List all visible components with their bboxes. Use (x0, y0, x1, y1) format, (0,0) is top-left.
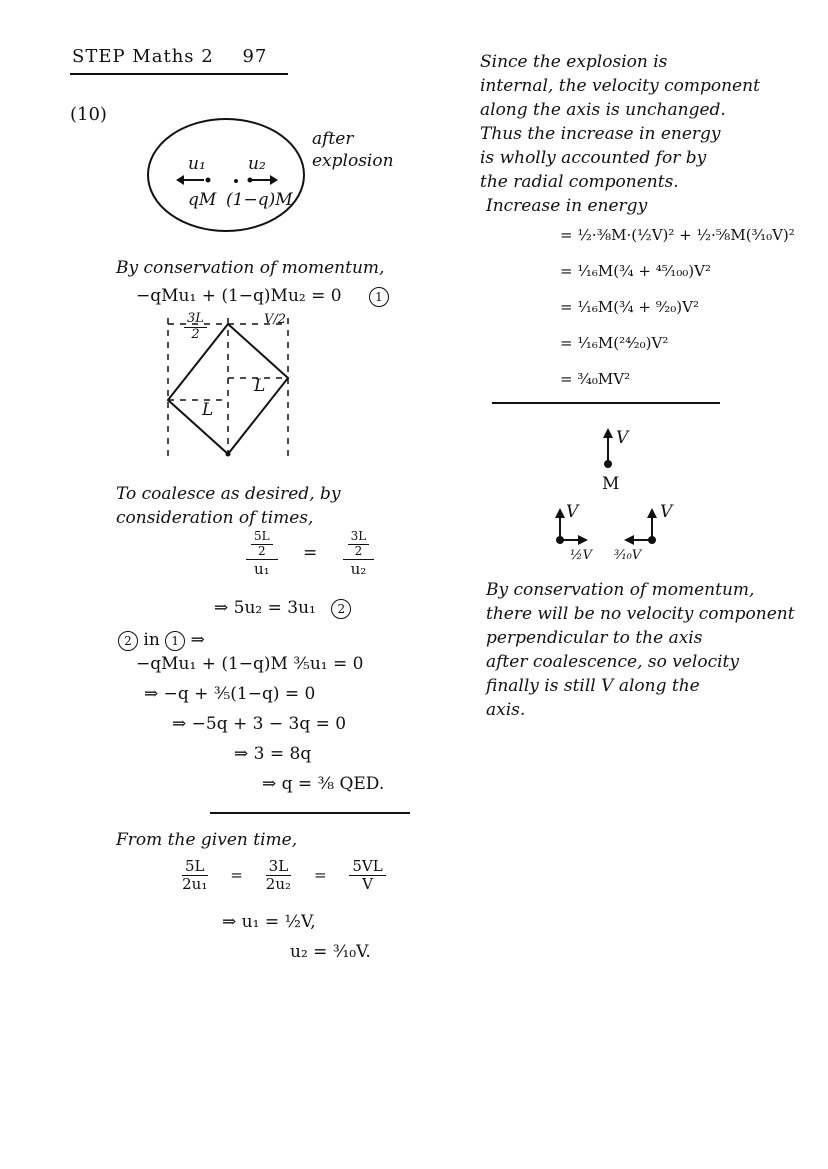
mass-M-dot (604, 460, 612, 468)
arrow-left-icon (624, 535, 634, 545)
energy-line: = ¹⁄₁₆M(²⁴⁄₂₀)V² (560, 334, 669, 352)
sub-line-1: −qMu₁ + (1−q)M ³⁄₅u₁ = 0 (136, 654, 364, 674)
arrow-up-right-icon (647, 508, 657, 518)
eq2-marker: 2 (331, 599, 351, 619)
label-mass1: qM (188, 190, 217, 210)
energy-line: = ½·⅜M·(½V)² + ½·⅝M(³⁄₁₀V)² (560, 226, 795, 244)
coalesce-text-1: To coalesce as desired, by (116, 484, 341, 504)
particle-right (248, 178, 253, 183)
vec-right-u: ³⁄₁₀V (614, 548, 642, 563)
explosion-caption: after explosion (312, 129, 394, 171)
label-L-right: L (254, 376, 266, 396)
times-equation: $\frac{\frac{5L}{2}}{\text{u₁}}$ = $\frac{\frac{3L}{2}}{\text{u₂}}$ (244, 530, 376, 578)
substitution-intro: 2 in 1 ⇒ (118, 630, 205, 651)
arrow-left-head-icon (176, 175, 184, 185)
energy-line: = ¹⁄₁₆M(¾ + ⁴⁵⁄₁₀₀)V² (560, 262, 712, 280)
label-u2: u₂ (248, 154, 266, 174)
arrow-right-head-icon (270, 175, 278, 185)
final-text-line: perpendicular to the axis (486, 628, 703, 648)
right-text-line: Thus the increase in energy (480, 124, 721, 144)
energy-heading: Increase in energy (486, 196, 648, 216)
momentum-equation (136, 286, 389, 307)
given-time-equation: $\frac{5L}{\text{2u₁}}$ = $\frac{3L}{\text{2u₂}}$ = $\frac{5VL}{V}$ (180, 858, 388, 894)
header-year: 97 (242, 46, 268, 67)
final-text-line: axis. (486, 700, 526, 720)
momentum-text: By conservation of momentum, (116, 258, 385, 278)
question-number: (10) (70, 104, 107, 125)
energy-line: = ³⁄₄₀MV² (560, 370, 631, 388)
vec-right-v: V (660, 502, 673, 522)
header-underline (70, 73, 288, 75)
eq1-marker: 1 (369, 287, 389, 307)
label-3L-over-2: $\frac{3L}{2}$ (182, 312, 209, 343)
final-text-line: finally is still V along the (486, 676, 700, 696)
header-title: STEP Maths 2 (72, 46, 214, 67)
label-v-over-2: V/2 (264, 312, 287, 327)
arrow-right-icon (578, 535, 588, 545)
sub-line-5: ⇒ q = ³⁄₈ QED. (262, 774, 385, 794)
origin-dot (234, 179, 238, 183)
right-text-line: Since the explosion is (480, 52, 668, 72)
u1-result: ⇒ u₁ = ½V, (222, 912, 316, 932)
right-text-line: is wholly accounted for by (480, 148, 707, 168)
energy-line: = ¹⁄₁₆M(¾ + ⁹⁄₂₀)V² (560, 298, 699, 316)
vec-left-u: ½V (570, 548, 592, 563)
coalesce-text-2: consideration of times, (116, 508, 314, 528)
vec-top-v: V (616, 428, 629, 448)
final-text-line: after coalescence, so velocity (486, 652, 739, 672)
u2-result: u₂ = ³⁄₁₀V. (290, 942, 371, 962)
final-text-line: there will be no velocity component (486, 604, 795, 624)
right-text-line: the radial components. (480, 172, 679, 192)
final-text-line: By conservation of momentum, (486, 580, 755, 600)
eq2-line: ⇒ 5u₂ = 3u₁ 2 (214, 598, 351, 619)
sub-line-4: ⇒ 3 = 8q (234, 744, 312, 764)
arrow-up-left-icon (555, 508, 565, 518)
label-L-left: L (202, 400, 214, 420)
particle-left (206, 178, 211, 183)
right-text-line: along the axis is unchanged. (480, 100, 726, 120)
page-title (72, 46, 267, 67)
label-mass2: (1−q)M (226, 190, 293, 210)
momentum-eq: −qMu₁ + (1−q)Mu₂ = 0 (136, 286, 342, 306)
right-text-line: internal, the velocity component (480, 76, 760, 96)
label-u1: u₁ (188, 154, 206, 174)
sub-line-2: ⇒ −q + ³⁄₅(1−q) = 0 (144, 684, 316, 704)
sub-line-3: ⇒ −5q + 3 − 3q = 0 (172, 714, 347, 734)
path-diagram (150, 310, 310, 480)
section-divider-left (210, 812, 410, 814)
explosion-circle (148, 119, 304, 231)
vec-top-m: M (602, 474, 620, 494)
section-divider-right (492, 402, 720, 404)
vec-left-v: V (566, 502, 579, 522)
given-time-text: From the given time, (116, 830, 298, 850)
arrow-up-icon (603, 428, 613, 438)
